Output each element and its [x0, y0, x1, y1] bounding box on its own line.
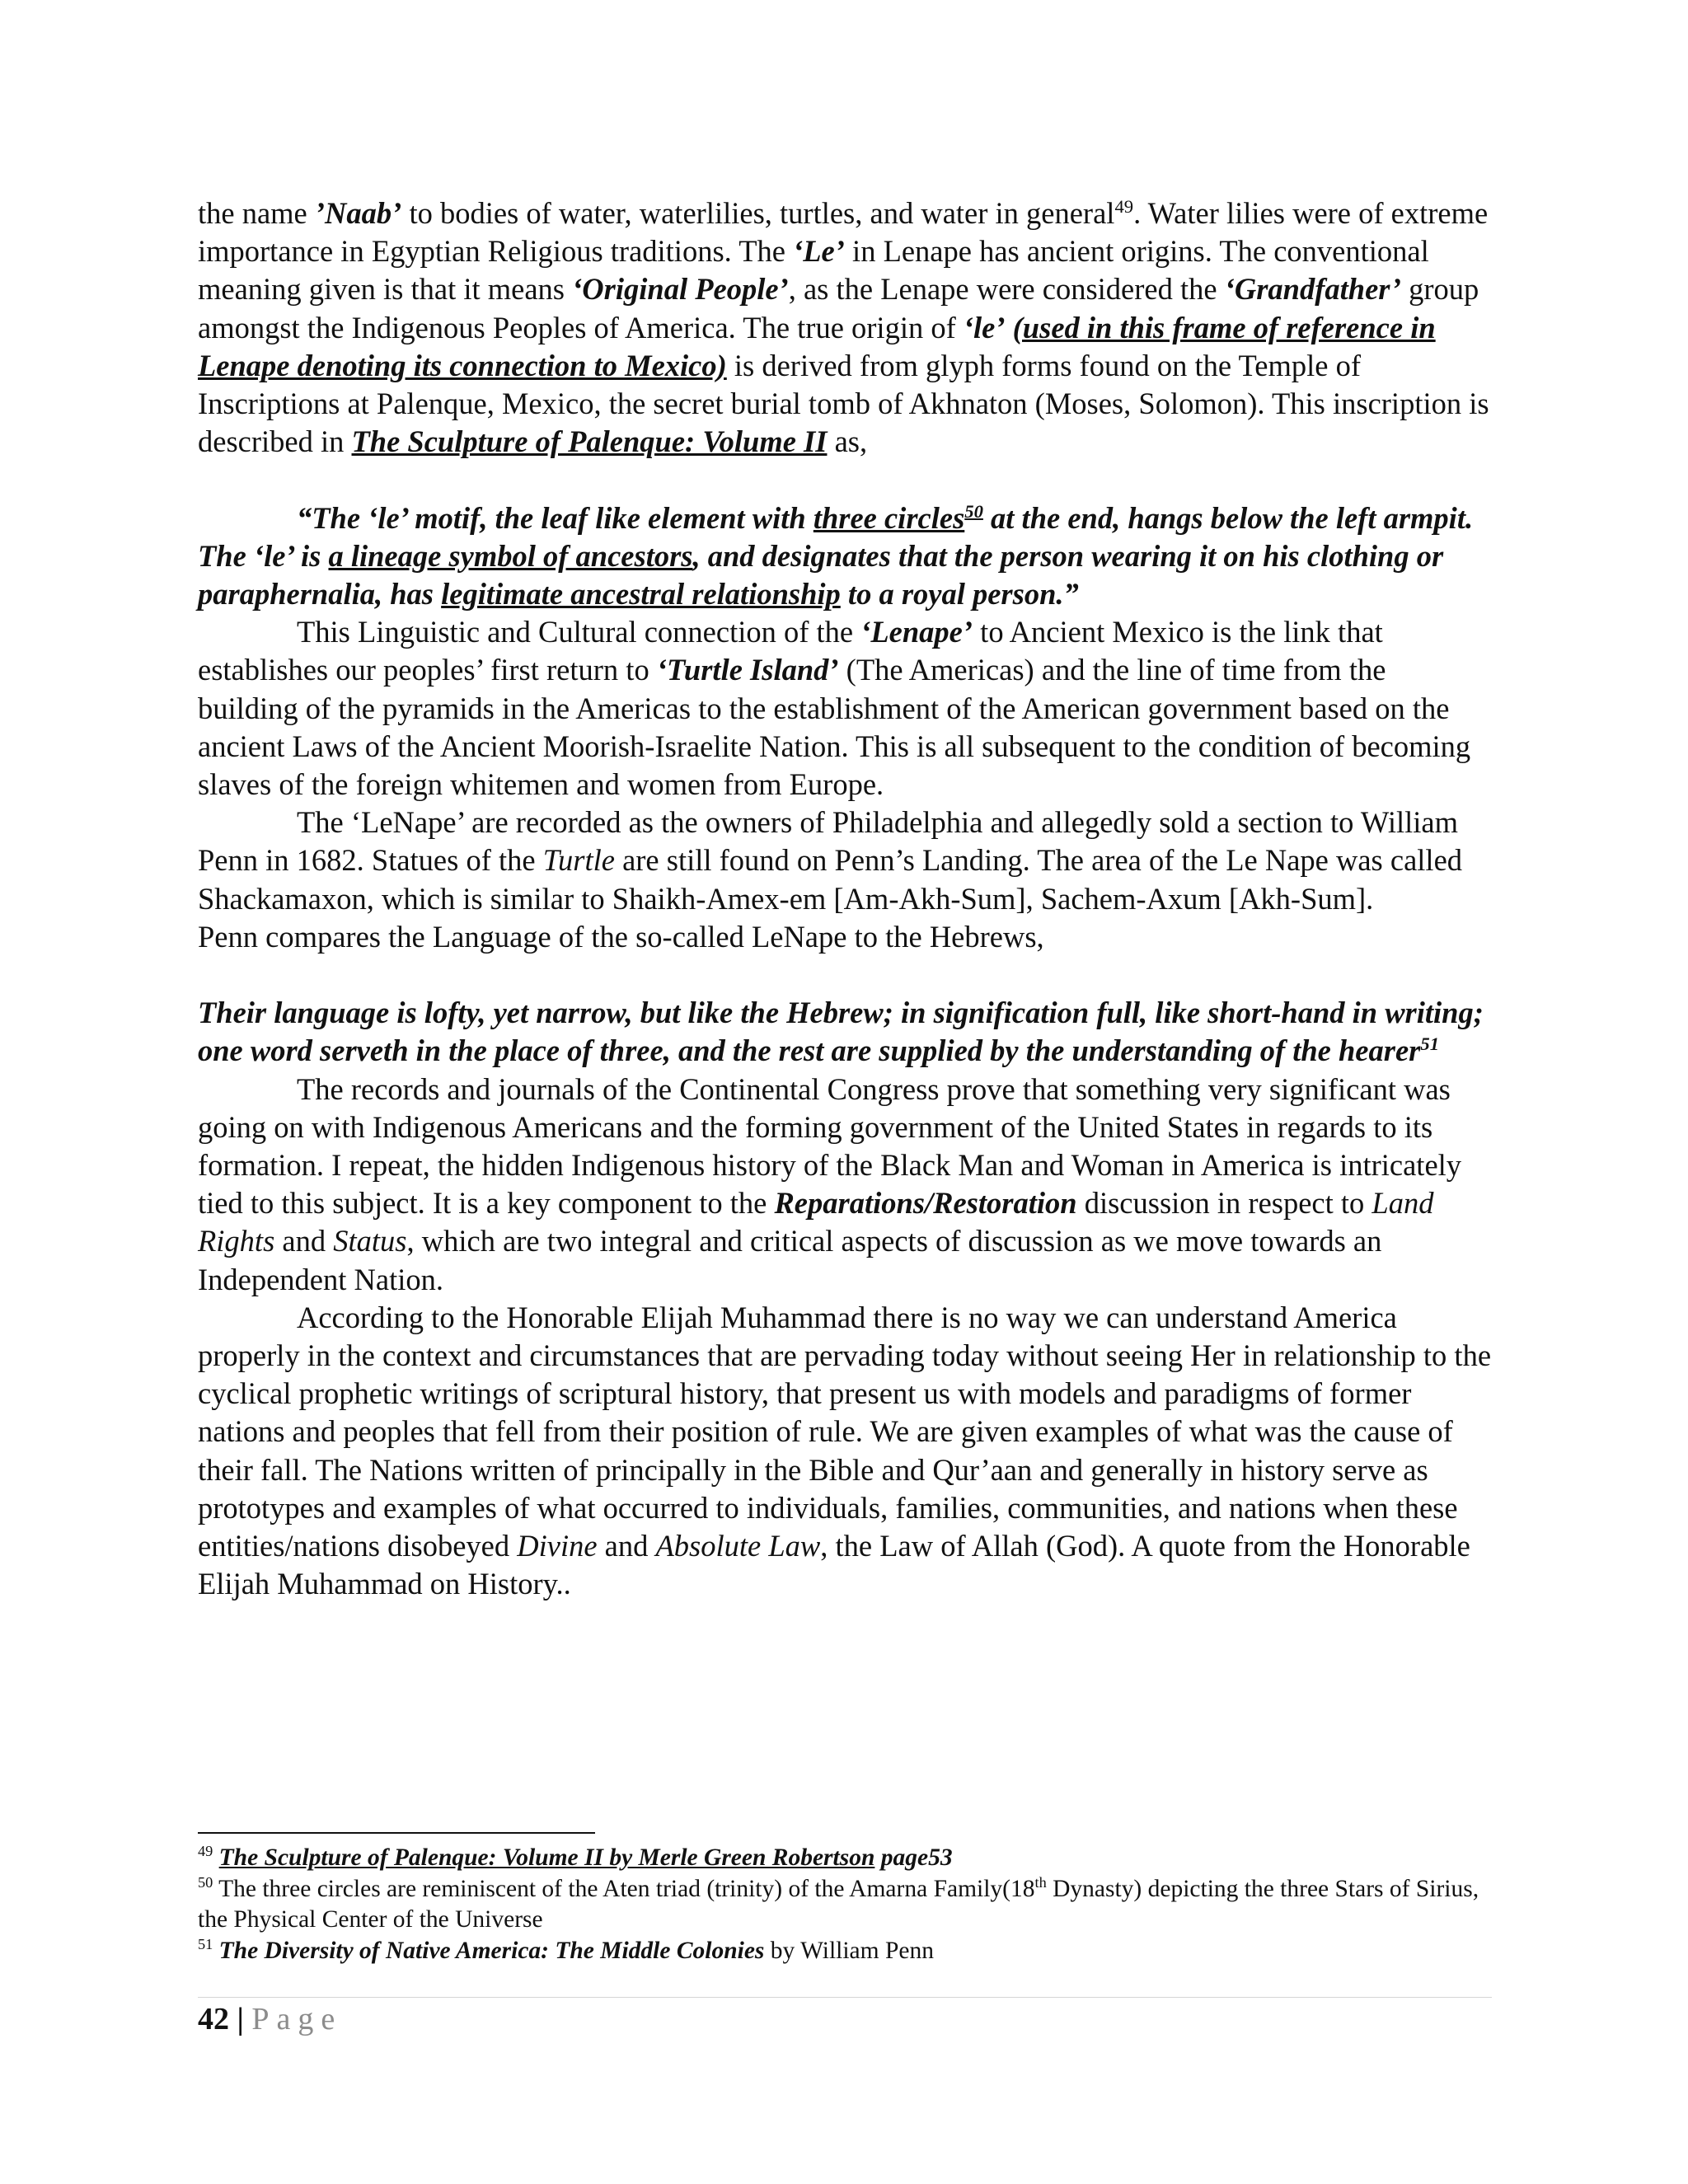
- text-run: . Water lilies were of extreme importance in Egyptian Religious traditions. The: [198, 196, 1489, 269]
- term-absolute-law: Absolute Law: [655, 1529, 821, 1563]
- term-naab: ’Naab’: [314, 196, 402, 230]
- footnote-title: The Diversity of Native America: The Middle Colonies: [213, 1937, 765, 1964]
- paragraph-continental-congress: [198, 1071, 1492, 1299]
- footnote-ref-50[interactable]: 50: [964, 500, 983, 522]
- term-turtle-island: ‘Turtle Island’: [656, 653, 839, 687]
- underlined-phrase: a lineage symbol of ancestors: [328, 538, 693, 573]
- text-run: the name: [198, 196, 315, 230]
- text-run: are still found on Penn’s Landing. The area of the Le Nape was called Shackamaxon, which is similar to Shaikh-Amex-em [Am-Akh-Sum], Sachem-Axum [Akh-Sum].: [198, 843, 1463, 916]
- footnote-number: 49: [198, 1843, 213, 1860]
- text-run: to bodies of water, waterlilies, turtles, and water in general: [401, 196, 1115, 230]
- footnote-51: [198, 1936, 1492, 1967]
- term-le: ‘Le’: [793, 234, 845, 269]
- text-run: at the end, hangs below the left armpit. The ‘le’ is: [198, 500, 1474, 573]
- underlined-phrase: legitimate ancestral relationship: [441, 577, 841, 612]
- paragraph-philadelphia: [198, 804, 1492, 918]
- body-text: [198, 194, 1492, 1603]
- footnote-title: The Sculpture of Palenque: Volume II by Merle Green Robertson: [218, 1844, 875, 1871]
- text-run: (The Americas) and the line of time from the building of the pyramids in the Americas to the establishment of the American government based on the ancient Laws of the Ancient Moorish-Israelite Nation. This is all subsequent to the condition of becoming slaves of the foreign whitemen and women from Europe.: [198, 653, 1471, 802]
- text-run: The three circles are reminiscent of the Aten triad (trinity) of the Amarna Family(18: [213, 1875, 1035, 1902]
- footnote-50: [198, 1874, 1492, 1936]
- text-run: to Ancient Mexico is the link that establishes our peoples’ first return to: [198, 615, 1383, 687]
- term-lenape: ‘Lenape’: [860, 615, 973, 649]
- page-label: Page: [251, 2002, 343, 2036]
- term-original-people: ‘Original People’: [572, 272, 789, 307]
- footnote-separator: [198, 1832, 595, 1834]
- footnote-49: [198, 1843, 1492, 1874]
- text-run: , the Law of Allah (God). A quote from the Honorable Elijah Muhammad on History..: [198, 1529, 1470, 1601]
- text-run: discussion in respect to: [1076, 1186, 1372, 1221]
- text-run: The records and journals of the Continental Congress prove that something very significant was going on with Indigenous Americans and the forming government of the United States in regards to its formation. I repeat, the hidden Indigenous history of the Black Man and Woman in America is intricately tied to this subject. It is a key component to the: [198, 1071, 1462, 1221]
- book-title: The Sculpture of Palenque: Volume II: [351, 424, 828, 459]
- text-run: , as the Lenape were considered the: [788, 272, 1225, 307]
- term-reparations: Reparations/Restoration: [774, 1186, 1077, 1221]
- text-run: This Linguistic and Cultural connection of the: [297, 615, 861, 649]
- emphasis-mexico-note: (used in this frame of reference in Lenape denoting its connection to Mexico): [198, 310, 1436, 382]
- term-grandfather: ‘Grandfather’: [1224, 272, 1401, 307]
- blank-line: [198, 956, 1492, 994]
- text-run: Dynasty) depicting the three Stars of Sirius, the Physical Center of the Universe: [198, 1875, 1479, 1933]
- term-land-rights: Land Rights: [198, 1186, 1434, 1258]
- text-run: as,: [827, 424, 868, 459]
- footnote-ref-51[interactable]: 51: [1420, 1033, 1439, 1055]
- paragraph-lenape-connection: [198, 613, 1492, 804]
- text-run: in Lenape has ancient origins. The conventional meaning given is that it means: [198, 234, 1429, 307]
- footnote-page: page53: [874, 1844, 953, 1871]
- underlined-phrase: three circles: [813, 500, 965, 535]
- text-run: [1006, 311, 1013, 344]
- page-footer: [198, 1999, 342, 2039]
- footer-separator: [198, 1997, 1492, 1998]
- term-status: Status: [333, 1224, 407, 1258]
- page-number: 42: [198, 2002, 229, 2036]
- footnotes: [198, 1843, 1492, 1966]
- paragraph-penn-compares: Penn compares the Language of the so-called LeNape to the Hebrews,: [198, 919, 1044, 954]
- text-run: “The ‘le’ motif, the leaf like element with: [297, 500, 814, 535]
- term-le: ‘le’: [963, 310, 1006, 344]
- text-run: , and designates that the person wearing it on his clothing or paraphernalia, has: [198, 538, 1444, 612]
- text-run: group amongst the Indigenous Peoples of America. The true origin of: [198, 272, 1479, 344]
- footnote-number: 51: [198, 1935, 213, 1952]
- paragraph-elijah-muhammad: [198, 1299, 1492, 1604]
- paragraph-naab: [198, 194, 1492, 461]
- text-run: Their language is lofty, yet narrow, but like the Hebrew; in signification full, like short-hand in writing; one word serveth in the place of three, and the rest are supplied by the understanding of the hearer: [198, 996, 1484, 1068]
- text-run: is derived from glyph forms found on the Temple of Inscriptions at Palenque, Mexico, the secret burial tomb of Akhnaton (Moses, Solomon). This inscription is described in: [198, 348, 1489, 459]
- text-run: , which are two integral and critical aspects of discussion as we move towards an Independent Nation.: [198, 1224, 1382, 1296]
- footer-separator-bar: |: [229, 2002, 252, 2036]
- text-run: and: [597, 1529, 656, 1563]
- blank-line: [198, 461, 1492, 499]
- text-run: and: [274, 1224, 334, 1258]
- block-quote-penn: [198, 994, 1492, 1070]
- term-turtle: Turtle: [542, 843, 615, 878]
- footnote-author: by William Penn: [764, 1937, 934, 1964]
- term-divine: Divine: [517, 1529, 598, 1563]
- block-quote-le-motif: [198, 499, 1492, 614]
- text-run: The ‘LeNape’ are recorded as the owners of Philadelphia and allegedly sold a section to William Penn in 1682. Statues of the: [198, 805, 1459, 878]
- footnote-number: 50: [198, 1873, 213, 1891]
- footnote-ref-49[interactable]: 49: [1114, 195, 1134, 217]
- text-run: According to the Honorable Elijah Muhammad there is no way we can understand America properly in the context and circumstances that are pervading today without seeing Her in relationship to the cyclical prophetic writings of scriptural history, that present us with models and paradigms of former nations and peoples that fell from their position of rule. We are given examples of what was the cause of their fall. The Nations written of principally in the Bible and Qur’aan and generally in history serve as prototypes and examples of what occurred to individuals, families, communities, and nations when these entities/nations disobeyed: [198, 1300, 1492, 1563]
- ordinal-suffix: th: [1034, 1873, 1047, 1891]
- text-run: to a royal person.”: [840, 577, 1079, 612]
